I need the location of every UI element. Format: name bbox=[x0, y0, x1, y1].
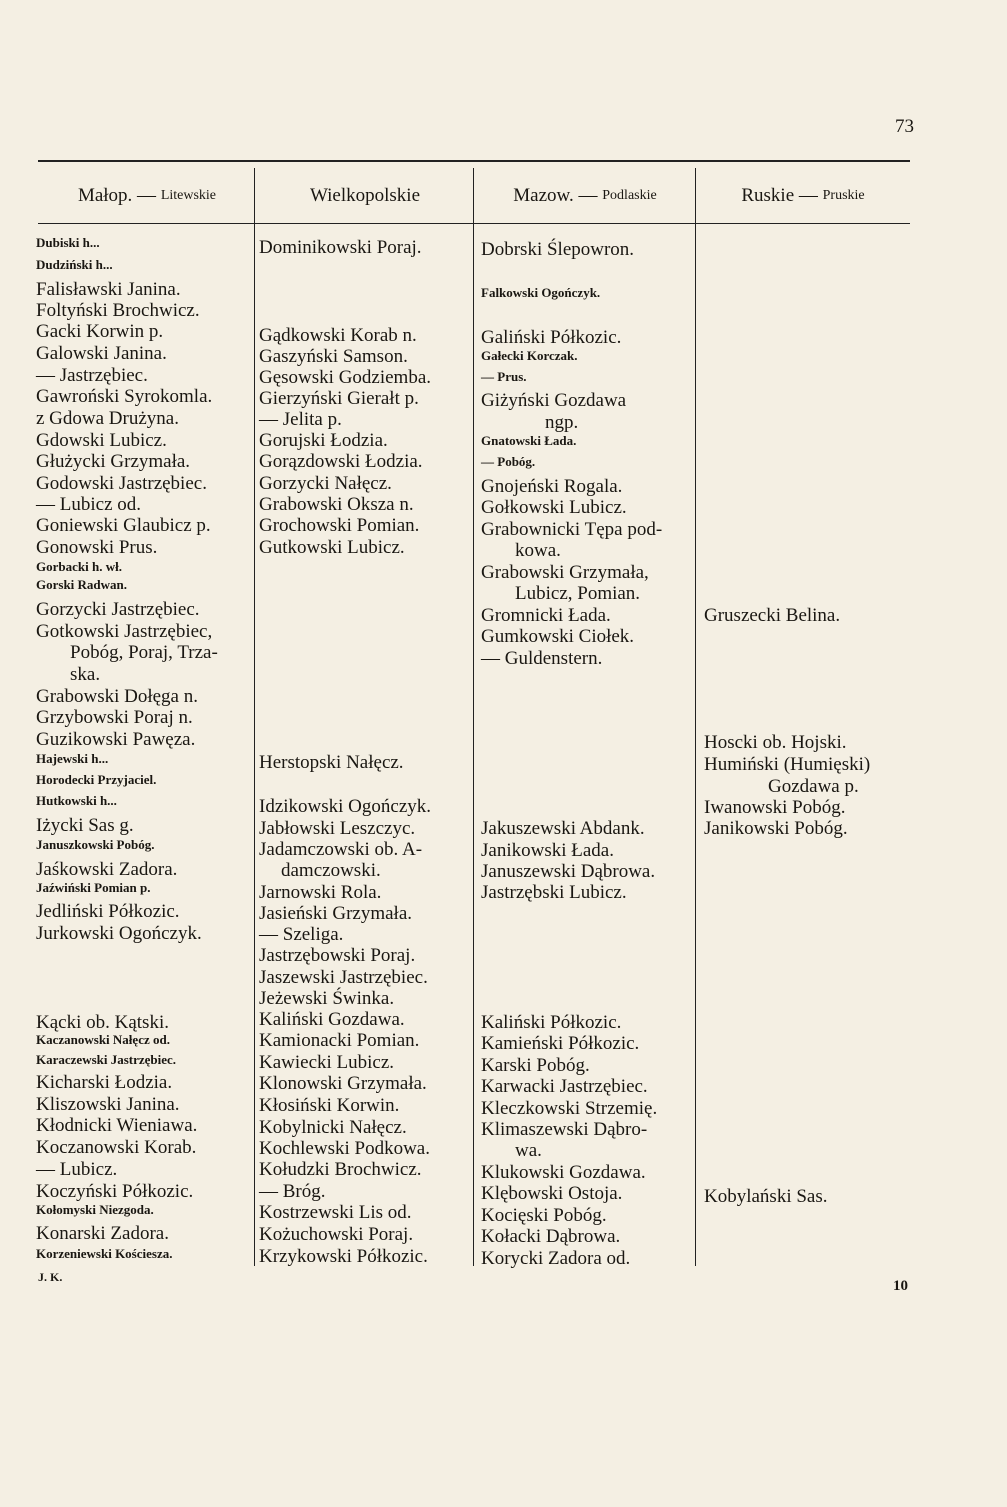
entry-col1-28: Januszkowski Pobóg. bbox=[36, 837, 155, 852]
entry-col3-11: Grabownicki Tępa pod- bbox=[481, 519, 663, 540]
entry-col1-27: Iżycki Sas g. bbox=[36, 815, 134, 836]
entry-col3-10: Gołkowski Lubicz. bbox=[481, 497, 627, 518]
header-col4-main: Ruskie — bbox=[741, 185, 818, 206]
entry-col2-19: — Szeliga. bbox=[259, 924, 344, 945]
entry-col2-14: Jabłowski Leszczyc. bbox=[259, 818, 416, 839]
header-col2 bbox=[256, 172, 474, 220]
entry-col1-34: Kaczanowski Nałęcz od. bbox=[36, 1032, 170, 1047]
entry-col1-22: Grzybowski Poraj n. bbox=[36, 707, 193, 728]
entry-col2-8: Gorzycki Nałęcz. bbox=[259, 473, 392, 494]
top-rule bbox=[38, 160, 910, 162]
entry-col1-9: Gdowski Lubicz. bbox=[36, 430, 167, 451]
entry-col2-21: Jaszewski Jastrzębiec. bbox=[259, 967, 428, 988]
entry-col3-26: Kleczkowski Strzemię. bbox=[481, 1098, 658, 1119]
page-number: 73 bbox=[895, 116, 914, 137]
header-rule bbox=[38, 223, 910, 224]
entry-col2-32: Kostrzewski Lis od. bbox=[259, 1202, 412, 1223]
entry-col2-23: Kaliński Gozdawa. bbox=[259, 1009, 405, 1030]
entry-col3-22: Kaliński Półkozic. bbox=[481, 1012, 622, 1033]
entry-col1-8: z Gdowa Drużyna. bbox=[36, 408, 179, 429]
column-divider-1 bbox=[254, 168, 255, 1266]
entry-col2-16: damczowski. bbox=[281, 860, 381, 881]
entry-col1-3: Foltyński Brochwicz. bbox=[36, 300, 200, 321]
entry-col3-0: Dobrski Ślepowron. bbox=[481, 239, 635, 260]
entry-col1-32: Jurkowski Ogończyk. bbox=[36, 923, 202, 944]
entry-col2-5: — Jelita p. bbox=[259, 409, 342, 430]
entry-col4-4: Iwanowski Pobóg. bbox=[704, 797, 846, 818]
entry-col1-18: Gotkowski Jastrzębiec, bbox=[36, 621, 213, 642]
entry-col2-25: Kawiecki Lubicz. bbox=[259, 1052, 395, 1073]
header-col3 bbox=[474, 172, 696, 220]
entry-col2-22: Jeżewski Świnka. bbox=[259, 988, 395, 1009]
entry-col1-25: Horodecki Przyjaciel. bbox=[36, 772, 157, 787]
entry-col2-34: Krzykowski Półkozic. bbox=[259, 1246, 428, 1267]
entry-col3-5: Giżyński Gozdawa bbox=[481, 390, 627, 411]
column-divider-2 bbox=[473, 168, 474, 1266]
entry-col1-16: Gorski Radwan. bbox=[36, 577, 128, 592]
entry-col1-38: Kłodnicki Wieniawa. bbox=[36, 1115, 198, 1136]
entry-col1-17: Gorzycki Jastrzębiec. bbox=[36, 599, 200, 620]
entry-col1-42: Kołomyski Niezgoda. bbox=[36, 1202, 154, 1217]
entry-col2-0: Dominikowski Poraj. bbox=[259, 237, 422, 258]
entry-col1-19: Pobóg, Poraj, Trza- bbox=[70, 642, 218, 663]
entry-col1-33: Kącki ob. Kątski. bbox=[36, 1012, 169, 1033]
header-col2-main: Wielkopolskie bbox=[309, 185, 421, 206]
header-col3-sub: Podlaskie bbox=[602, 188, 657, 203]
entry-col4-0: Gruszecki Belina. bbox=[704, 605, 841, 626]
entry-col1-31: Jedliński Półkozic. bbox=[36, 901, 180, 922]
entry-col2-24: Kamionacki Pomian. bbox=[259, 1030, 420, 1051]
header-col4-sub: Pruskie bbox=[822, 188, 865, 203]
entry-col2-12: Herstopski Nałęcz. bbox=[259, 752, 404, 773]
entry-col1-12: — Lubicz od. bbox=[36, 494, 142, 515]
entry-col1-14: Gonowski Prus. bbox=[36, 537, 158, 558]
entry-col3-19: Janikowski Łada. bbox=[481, 840, 614, 861]
entry-col3-14: Lubicz, Pomian. bbox=[515, 583, 641, 604]
entry-col3-9: Gnojeński Rogala. bbox=[481, 476, 623, 497]
column-divider-3 bbox=[695, 168, 696, 1266]
entry-col2-6: Gorujski Łodzia. bbox=[259, 430, 388, 451]
entry-col1-36: Kicharski Łodzia. bbox=[36, 1072, 173, 1093]
entry-col2-27: Kłosiński Korwin. bbox=[259, 1095, 400, 1116]
entry-col1-15: Gorbacki h. wł. bbox=[36, 559, 122, 574]
entry-col2-30: Kołudzki Brochwicz. bbox=[259, 1159, 422, 1180]
entry-col1-39: Koczanowski Korab. bbox=[36, 1137, 197, 1158]
entry-col2-10: Grochowski Pomian. bbox=[259, 515, 420, 536]
entry-col2-4: Gierzyński Gierałt p. bbox=[259, 388, 419, 409]
entry-col3-29: Klukowski Gozdawa. bbox=[481, 1162, 646, 1183]
entry-col3-20: Januszewski Dąbrowa. bbox=[481, 861, 656, 882]
entry-col2-7: Gorązdowski Łodzia. bbox=[259, 451, 423, 472]
header-col4 bbox=[696, 172, 910, 220]
entry-col1-37: Kliszowski Janina. bbox=[36, 1094, 180, 1115]
entry-col2-31: — Bróg. bbox=[259, 1181, 326, 1202]
header-col1-main: Małop. — bbox=[77, 185, 157, 206]
entry-col1-40: — Lubicz. bbox=[36, 1159, 118, 1180]
entry-col3-16: Gumkowski Ciołek. bbox=[481, 626, 635, 647]
entry-col1-20: ska. bbox=[70, 664, 101, 685]
entry-col3-7: Gnatowski Łada. bbox=[481, 433, 577, 448]
entry-col1-21: Grabowski Dołęga n. bbox=[36, 686, 198, 707]
entry-col3-2: Galiński Półkozic. bbox=[481, 327, 622, 348]
entry-col1-23: Guzikowski Pawęza. bbox=[36, 729, 196, 750]
entry-col2-11: Gutkowski Lubicz. bbox=[259, 537, 405, 558]
footer-signature-mark: J. K. bbox=[38, 1270, 63, 1284]
footer-sheet-number: 10 bbox=[893, 1278, 908, 1294]
entry-col2-17: Jarnowski Rola. bbox=[259, 882, 382, 903]
entry-col2-15: Jadamczowski ob. A- bbox=[259, 839, 423, 860]
entry-col4-2: Humiński (Humięski) bbox=[704, 754, 871, 775]
entry-col3-33: Korycki Zadora od. bbox=[481, 1248, 631, 1269]
header-col1-sub: Litewskie bbox=[160, 188, 217, 203]
entry-col1-26: Hutkowski h... bbox=[36, 793, 117, 808]
entry-col3-25: Karwacki Jastrzębiec. bbox=[481, 1076, 648, 1097]
entry-col1-43: Konarski Zadora. bbox=[36, 1223, 169, 1244]
entry-col3-15: Gromnicki Łada. bbox=[481, 605, 611, 626]
entry-col3-24: Karski Pobóg. bbox=[481, 1055, 590, 1076]
entry-col2-2: Gaszyński Samson. bbox=[259, 346, 408, 367]
entry-col3-28: wa. bbox=[515, 1140, 542, 1161]
entry-col3-1: Falkowski Ogończyk. bbox=[481, 285, 601, 300]
entry-col1-24: Hajewski h... bbox=[36, 751, 109, 766]
header-col1 bbox=[38, 172, 256, 220]
entry-col3-3: Gałecki Korczak. bbox=[481, 348, 578, 363]
header-col3-main: Mazow. — bbox=[513, 185, 598, 206]
entry-col1-6: — Jastrzębiec. bbox=[36, 365, 148, 386]
entry-col3-8: — Pobóg. bbox=[481, 454, 536, 469]
entry-col1-41: Koczyński Półkozic. bbox=[36, 1181, 194, 1202]
entry-col1-0: Dubiski h... bbox=[36, 235, 100, 250]
entry-col4-3: Gozdawa p. bbox=[768, 776, 859, 797]
entry-col1-10: Głużycki Grzymała. bbox=[36, 451, 191, 472]
entry-col1-35: Karaczewski Jastrzębiec. bbox=[36, 1052, 177, 1067]
entry-col3-32: Kołacki Dąbrowa. bbox=[481, 1226, 621, 1247]
entry-col4-5: Janikowski Pobóg. bbox=[704, 818, 848, 839]
entry-col3-4: — Prus. bbox=[481, 369, 527, 384]
entry-col1-44: Korzeniewski Kościesza. bbox=[36, 1246, 173, 1261]
entry-col1-29: Jaśkowski Zadora. bbox=[36, 859, 178, 880]
entry-col1-1: Dudziński h... bbox=[36, 257, 113, 272]
entry-col3-17: — Guldenstern. bbox=[481, 648, 603, 669]
entry-col1-2: Falisławski Janina. bbox=[36, 279, 181, 300]
entry-col1-30: Jaźwiński Pomian p. bbox=[36, 880, 151, 895]
entry-col1-13: Goniewski Glaubicz p. bbox=[36, 515, 211, 536]
entry-col4-6: Kobylański Sas. bbox=[704, 1186, 828, 1207]
entry-col2-13: Idzikowski Ogończyk. bbox=[259, 796, 432, 817]
entry-col2-18: Jasieński Grzymała. bbox=[259, 903, 413, 924]
entry-col2-1: Gądkowski Korab n. bbox=[259, 325, 417, 346]
entry-col1-5: Galowski Janina. bbox=[36, 343, 167, 364]
entry-col3-31: Kocięski Pobóg. bbox=[481, 1205, 607, 1226]
entry-col1-4: Gacki Korwin p. bbox=[36, 321, 164, 342]
entry-col1-7: Gawroński Syrokomla. bbox=[36, 386, 213, 407]
entry-col3-30: Klębowski Ostoja. bbox=[481, 1183, 623, 1204]
entry-col3-21: Jastrzębski Lubicz. bbox=[481, 882, 627, 903]
entry-col4-1: Hoscki ob. Hojski. bbox=[704, 732, 847, 753]
entry-col2-26: Klonowski Grzymała. bbox=[259, 1073, 427, 1094]
entry-col2-28: Kobylnicki Nałęcz. bbox=[259, 1117, 407, 1138]
entry-col3-6: ngp. bbox=[545, 412, 579, 433]
entry-col3-23: Kamieński Półkozic. bbox=[481, 1033, 640, 1054]
entry-col1-11: Godowski Jastrzębiec. bbox=[36, 473, 207, 494]
entry-col3-13: Grabowski Grzymała, bbox=[481, 562, 649, 583]
entry-col3-12: kowa. bbox=[515, 540, 561, 561]
entry-col3-27: Klimaszewski Dąbro- bbox=[481, 1119, 648, 1140]
entry-col2-33: Kożuchowski Poraj. bbox=[259, 1224, 414, 1245]
entry-col2-3: Gęsowski Godziemba. bbox=[259, 367, 432, 388]
entry-col2-20: Jastrzębowski Poraj. bbox=[259, 945, 416, 966]
entry-col2-9: Grabowski Oksza n. bbox=[259, 494, 414, 515]
entry-col2-29: Kochlewski Podkowa. bbox=[259, 1138, 430, 1159]
entry-col3-18: Jakuszewski Abdank. bbox=[481, 818, 645, 839]
